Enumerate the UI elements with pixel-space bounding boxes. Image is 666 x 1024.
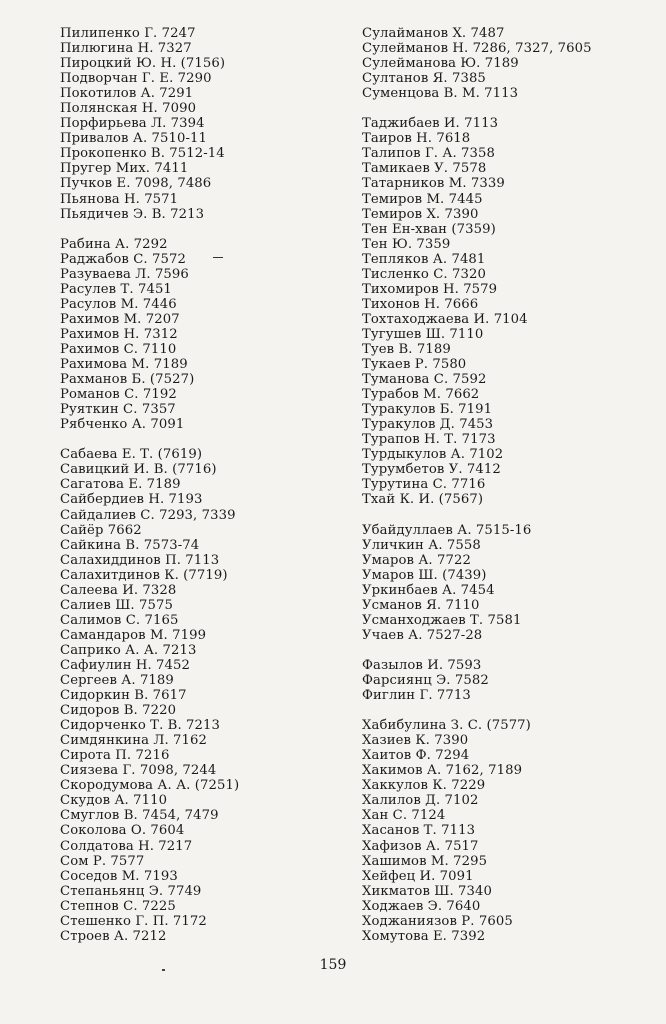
index-entry: Хабибулина З. С. (7577)	[362, 718, 531, 734]
index-entry: Хазиев К. 7390	[362, 733, 469, 749]
index-entry: Сафиулин Н. 7452	[60, 657, 191, 673]
index-entry: Тукаев Р. 7580	[362, 357, 467, 373]
index-entry: Самандаров М. 7199	[60, 627, 207, 643]
index-entry: Хафизов А. 7517	[362, 838, 479, 854]
index-entry: Пьянова Н. 7571	[60, 191, 179, 207]
index-entry: Умаров Ш. (7439)	[362, 567, 487, 583]
index-entry: Порфирьева Л. 7394	[60, 116, 205, 132]
index-entry: Рахимов Н. 7312	[60, 326, 178, 342]
index-entry: Пироцкий Ю. Н. (7156)	[60, 56, 226, 72]
index-entry: Сулайманов Х. 7487	[362, 26, 505, 41]
index-entry: Ходжаев Э. 7640	[362, 898, 481, 914]
stray-dash-mark	[213, 257, 223, 258]
index-entry: Сабаева Е. Т. (7619)	[60, 447, 203, 463]
index-entry: Учаев А. 7527-28	[362, 627, 483, 643]
index-entry: Хакимов А. 7162, 7189	[362, 763, 523, 779]
index-column-left	[60, 26, 360, 944]
index-entry: Руяткин С. 7357	[60, 402, 176, 418]
index-entry: Рахимова М. 7189	[60, 357, 188, 373]
index-entry: Сулейманова Ю. 7189	[362, 56, 519, 72]
index-entry: Расулов М. 7446	[60, 296, 177, 312]
index-entry: Умаров А. 7722	[362, 552, 471, 568]
index-entry: Сагатова Е. 7189	[60, 477, 181, 493]
index-letter-group	[362, 26, 662, 101]
index-entry: Турутина С. 7716	[362, 477, 486, 493]
index-entry: Симдянкина Л. 7162	[60, 733, 207, 749]
index-entry: Тихонов Н. 7666	[362, 296, 479, 312]
index-entry: Тен Ен-хван (7359)	[362, 221, 496, 237]
index-entry: Салимов С. 7165	[60, 612, 179, 628]
index-entry: Тхай К. И. (7567)	[362, 492, 484, 508]
index-entry: Тисленко С. 7320	[362, 266, 486, 282]
index-entry: Рабина А. 7292	[60, 236, 168, 252]
index-entry: Тихомиров Н. 7579	[362, 281, 498, 297]
index-entry: Степнов С. 7225	[60, 898, 176, 914]
index-entry: Солдатова Н. 7217	[60, 838, 193, 854]
index-letter-group	[362, 116, 662, 507]
index-entry: Савицкий И. В. (7716)	[60, 462, 217, 478]
index-letter-group	[362, 658, 662, 703]
index-entry: Сиязева Г. 7098, 7244	[60, 763, 217, 779]
index-column-right	[362, 26, 662, 944]
index-entry: Тен Ю. 7359	[362, 236, 451, 252]
index-entry: Тамикаев У. 7578	[362, 161, 487, 177]
index-entry: Салахиддинов П. 7113	[60, 552, 220, 568]
index-entry: Талипов Г. А. 7358	[362, 146, 496, 162]
index-entry: Разуваева Л. 7596	[60, 266, 189, 282]
index-entry: Туев В. 7189	[362, 341, 451, 357]
index-entry: Халилов Д. 7102	[362, 793, 479, 809]
index-entry: Хикматов Ш. 7340	[362, 883, 492, 899]
index-entry: Таджибаев И. 7113	[362, 116, 499, 132]
index-entry: Пругер Мих. 7411	[60, 161, 189, 177]
index-entry: Стешенко Г. П. 7172	[60, 913, 207, 929]
index-entry: Соколова О. 7604	[60, 823, 185, 839]
index-entry: Темиров М. 7445	[362, 191, 483, 207]
index-entry: Рахимов М. 7207	[60, 311, 180, 327]
index-entry: Сайкина В. 7573-74	[60, 537, 200, 553]
index-entry: Тохтаходжаева И. 7104	[362, 311, 528, 327]
index-entry: Соседов М. 7193	[60, 868, 178, 884]
index-entry: Степаньянц Э. 7749	[60, 883, 202, 899]
index-entry: Туракулов Б. 7191	[362, 402, 493, 418]
index-entry: Таиров Н. 7618	[362, 131, 471, 147]
index-entry: Туманова С. 7592	[362, 372, 487, 388]
index-entry: Скудов А. 7110	[60, 793, 168, 809]
index-entry: Фазылов И. 7593	[362, 657, 482, 673]
index-entry: Рахманов Б. (7527)	[60, 372, 195, 388]
index-entry: Сидоркин В. 7617	[60, 688, 187, 704]
index-entry: Тепляков А. 7481	[362, 251, 486, 267]
index-entry: Тугушев Ш. 7110	[362, 326, 484, 342]
index-entry: Подворчан Г. Е. 7290	[60, 71, 212, 87]
index-entry: Фарсиянц Э. 7582	[362, 673, 489, 689]
index-entry: Пьядичев Э. В. 7213	[60, 206, 205, 222]
index-entry: Турдыкулов А. 7102	[362, 447, 504, 463]
index-letter-group	[60, 26, 360, 222]
index-entry: Рахимов С. 7110	[60, 341, 177, 357]
index-entry: Сом Р. 7577	[60, 853, 145, 869]
index-entry: Сайёр 7662	[60, 522, 142, 538]
index-entry: Пучков Е. 7098, 7486	[60, 176, 212, 192]
index-entry: Татарников М. 7339	[362, 176, 505, 192]
index-entry: Турабов М. 7662	[362, 387, 480, 403]
index-entry: Усманходжаев Т. 7581	[362, 612, 522, 628]
index-entry: Ходжаниязов Р. 7605	[362, 913, 513, 929]
index-entry: Хаитов Ф. 7294	[362, 748, 470, 764]
index-entry: Саприко А. А. 7213	[60, 642, 197, 658]
index-entry: Суменцова В. М. 7113	[362, 86, 519, 102]
index-entry: Романов С. 7192	[60, 387, 177, 403]
index-entry: Хаккулов К. 7229	[362, 778, 486, 794]
index-letter-group	[60, 237, 360, 433]
index-entry: Сайдалиев С. 7293, 7339	[60, 507, 236, 523]
index-entry: Пилипенко Г. 7247	[60, 26, 196, 41]
index-entry: Туракулов Д. 7453	[362, 417, 494, 433]
index-entry: Покотилов А. 7291	[60, 86, 194, 102]
index-entry: Хасанов Т. 7113	[362, 823, 476, 839]
index-entry: Раджабов С. 7572	[60, 251, 186, 267]
index-entry: Расулев Т. 7451	[60, 281, 172, 297]
index-entry: Сулейманов Н. 7286, 7327, 7605	[362, 41, 592, 57]
index-entry: Убайдуллаев А. 7515-16	[362, 522, 532, 538]
index-entry: Сергеев А. 7189	[60, 673, 174, 689]
index-entry: Уличкин А. 7558	[362, 537, 481, 553]
index-entry: Салиев Ш. 7575	[60, 597, 173, 613]
index-entry: Хомутова Е. 7392	[362, 928, 486, 944]
index-entry: Хейфец И. 7091	[362, 868, 474, 884]
index-entry: Сайбердиев Н. 7193	[60, 492, 203, 508]
index-entry: Прокопенко В. 7512-14	[60, 146, 225, 162]
index-entry: Салеева И. 7328	[60, 582, 177, 598]
index-entry: Строев А. 7212	[60, 928, 167, 944]
index-entry: Сирота П. 7216	[60, 748, 170, 764]
index-entry: Турапов Н. Т. 7173	[362, 432, 496, 448]
index-entry: Сидоров В. 7220	[60, 703, 177, 719]
index-entry: Уркинбаев А. 7454	[362, 582, 495, 598]
index-entry: Салахитдинов К. (7719)	[60, 567, 228, 583]
index-entry: Султанов Я. 7385	[362, 71, 486, 87]
index-entry: Темиров Х. 7390	[362, 206, 479, 222]
index-entry: Сидорченко Т. В. 7213	[60, 718, 220, 734]
index-entry: Полянская Н. 7090	[60, 101, 197, 117]
index-letter-group	[60, 447, 360, 944]
index-entry: Пилюгина Н. 7327	[60, 41, 192, 57]
index-entry: Скородумова А. А. (7251)	[60, 778, 240, 794]
index-entry: Хан С. 7124	[362, 808, 446, 824]
index-entry: Усманов Я. 7110	[362, 597, 480, 613]
index-entry: Хашимов М. 7295	[362, 853, 488, 869]
index-entry: Смуглов В. 7454, 7479	[60, 808, 219, 824]
index-entry: Рябченко А. 7091	[60, 417, 185, 433]
page-number: 159	[319, 957, 347, 973]
index-entry: Привалов А. 7510-11	[60, 131, 208, 147]
index-letter-group	[362, 718, 662, 944]
index-entry: Фиглин Г. 7713	[362, 688, 471, 704]
index-entry: Турумбетов У. 7412	[362, 462, 501, 478]
index-letter-group	[362, 523, 662, 643]
